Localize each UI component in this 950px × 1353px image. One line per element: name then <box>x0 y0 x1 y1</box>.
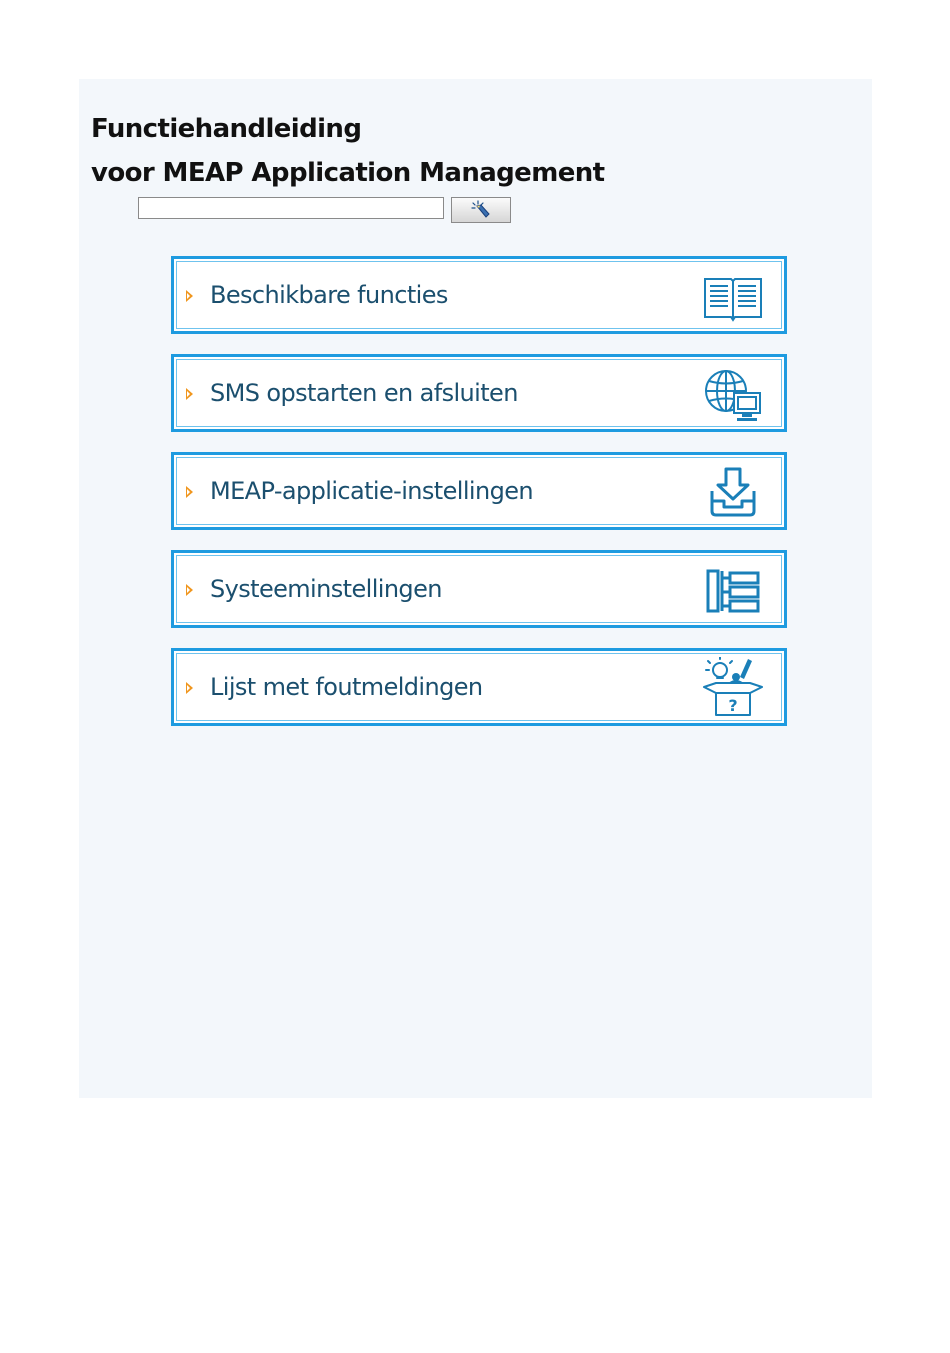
menu-item-label: Beschikbare functies <box>210 281 448 309</box>
menu-item-lijst-met-foutmeldingen[interactable] <box>171 648 787 726</box>
menu-item-systeeminstellingen[interactable] <box>171 550 787 628</box>
arrow-right-icon <box>186 682 193 694</box>
menu-item-label: Lijst met foutmeldingen <box>210 673 483 701</box>
troubleshooting-box-icon <box>700 657 766 719</box>
menu-item-label: Systeeminstellingen <box>210 575 442 603</box>
search-button[interactable] <box>451 197 511 223</box>
page-title <box>91 107 604 195</box>
open-book-icon <box>700 265 766 327</box>
settings-panel-icon <box>700 559 766 621</box>
page-title-line1: Functiehandleiding <box>91 114 362 144</box>
svg-text:?: ? <box>728 696 738 715</box>
globe-monitor-icon <box>700 363 766 425</box>
menu-item-meap-applicatie-instellingen[interactable] <box>171 452 787 530</box>
arrow-right-icon <box>186 290 193 302</box>
menu-list <box>171 256 787 746</box>
main-panel <box>79 79 872 1098</box>
arrow-right-icon <box>186 486 193 498</box>
arrow-right-icon <box>186 388 193 400</box>
download-tray-icon <box>700 461 766 523</box>
menu-item-label: MEAP-applicatie-instellingen <box>210 477 533 505</box>
flashlight-search-icon <box>469 199 493 222</box>
menu-item-beschikbare-functies[interactable] <box>171 256 787 334</box>
menu-item-sms-opstarten[interactable] <box>171 354 787 432</box>
menu-item-label: SMS opstarten en afsluiten <box>210 379 518 407</box>
arrow-right-icon <box>186 584 193 596</box>
page-title-line2: voor MEAP Application Management <box>91 158 605 188</box>
search-input[interactable] <box>138 197 444 219</box>
